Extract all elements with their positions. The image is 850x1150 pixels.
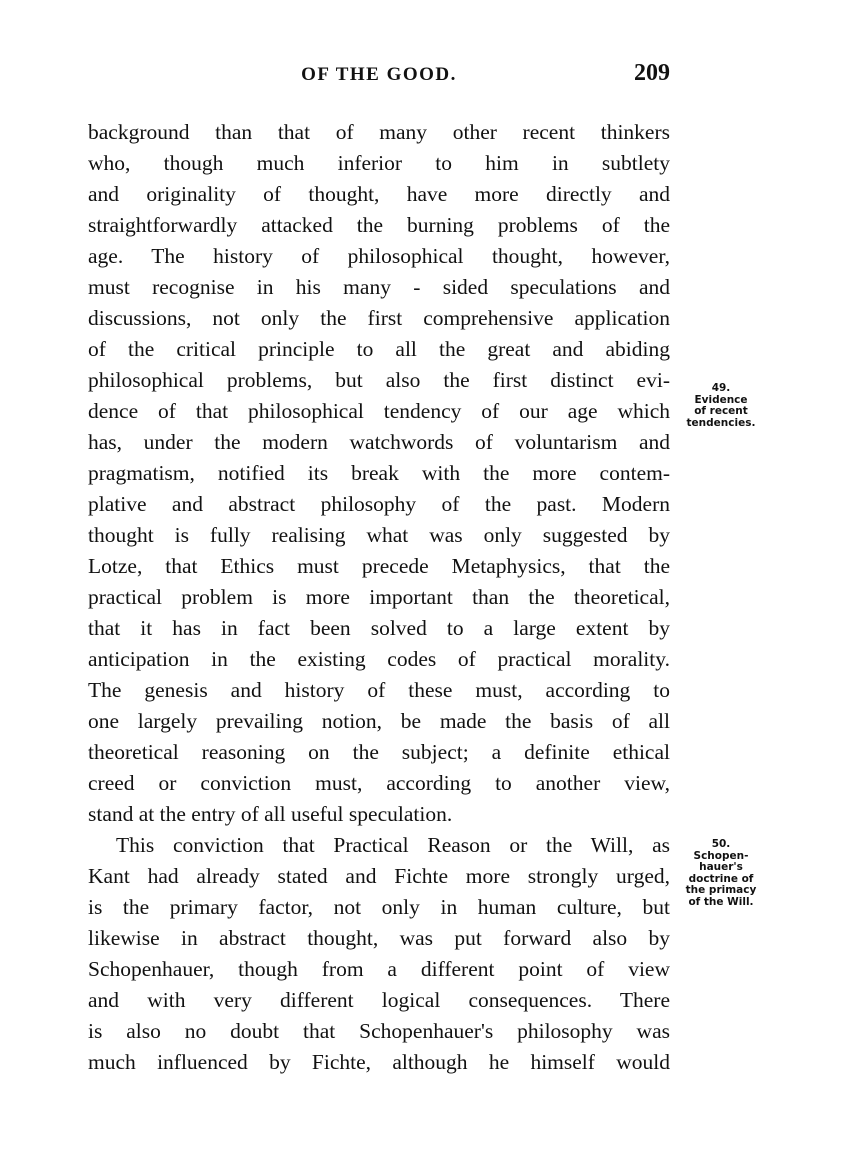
marginal-note-line: hauer's	[699, 861, 743, 873]
text-line: dence of that philosophical tendency of our age which	[88, 399, 670, 423]
text-line: one largely prevailing notion, be made the basis of all	[88, 709, 670, 733]
text-line: is the primary factor, not only in human culture, but	[88, 895, 670, 919]
marginal-note-line: the primacy	[685, 884, 757, 896]
marginal-note-line: tendencies.	[686, 416, 756, 429]
text-line: stand at the entry of all useful speculation.	[88, 802, 453, 826]
text-line: and with very different logical consequences. There	[88, 988, 670, 1012]
text-line: thought is fully realising what was only suggested by	[88, 523, 670, 547]
marginal-note-line: 50.	[711, 838, 731, 850]
text-line: Schopenhauer, though from a different point of view	[88, 957, 670, 981]
marginal-note-line: 49.	[711, 382, 731, 394]
page-number: 209	[634, 60, 670, 86]
running-head: OF THE GOOD.	[301, 64, 457, 85]
text-line: discussions, not only the first comprehensive application	[88, 306, 670, 330]
text-line: of the critical principle to all the great and abiding	[88, 337, 670, 361]
marginal-note-line: doctrine of	[688, 872, 754, 885]
marginal-note-line: Evidence	[694, 393, 748, 406]
text-line: must recognise in his many - sided speculations and	[88, 275, 670, 299]
text-line: The genesis and history of these must, according to	[88, 678, 670, 702]
text-line: Kant had already stated and Fichte more strongly urged,	[88, 864, 670, 888]
text-line: plative and abstract philosophy of the past. Modern	[88, 492, 670, 516]
text-line: creed or conviction must, according to another view,	[88, 771, 670, 795]
text-line: anticipation in the existing codes of practical morality.	[88, 647, 670, 671]
text-line: pragmatism, notified its break with the more contem-	[88, 461, 670, 485]
text-line: age. The history of philosophical thought, however,	[88, 244, 670, 268]
text-line: practical problem is more important than the theoretical,	[88, 585, 670, 609]
text-line: straightforwardly attacked the burning problems of the	[88, 213, 670, 237]
text-line: that it has in fact been solved to a large extent by	[88, 616, 670, 640]
page-header	[88, 58, 670, 98]
text-line: is also no doubt that Schopenhauer's philosophy was	[88, 1019, 670, 1043]
text-line: has, under the modern watchwords of voluntarism and	[88, 430, 670, 454]
text-line: Lotze, that Ethics must precede Metaphysics, that the	[88, 554, 670, 578]
text-line: much influenced by Fichte, although he himself would	[88, 1050, 670, 1074]
marginal-note-50	[676, 839, 766, 908]
marginal-note-line: Schopen-	[693, 849, 749, 862]
text-line: and originality of thought, have more directly and	[88, 182, 670, 206]
marginal-note-49	[676, 383, 766, 429]
marginal-note-line: of recent	[694, 405, 748, 417]
body-text	[88, 117, 670, 1078]
text-line: This conviction that Practical Reason or the Will, as	[116, 833, 670, 857]
text-line: background than that of many other recent thinkers	[88, 120, 670, 144]
text-line: philosophical problems, but also the first distinct evi-	[88, 368, 670, 392]
marginal-note-line: of the Will.	[688, 895, 754, 908]
text-line: theoretical reasoning on the subject; a definite ethical	[88, 740, 670, 764]
text-line: who, though much inferior to him in subtlety	[88, 151, 670, 175]
text-line: likewise in abstract thought, was put forward also by	[88, 926, 670, 950]
